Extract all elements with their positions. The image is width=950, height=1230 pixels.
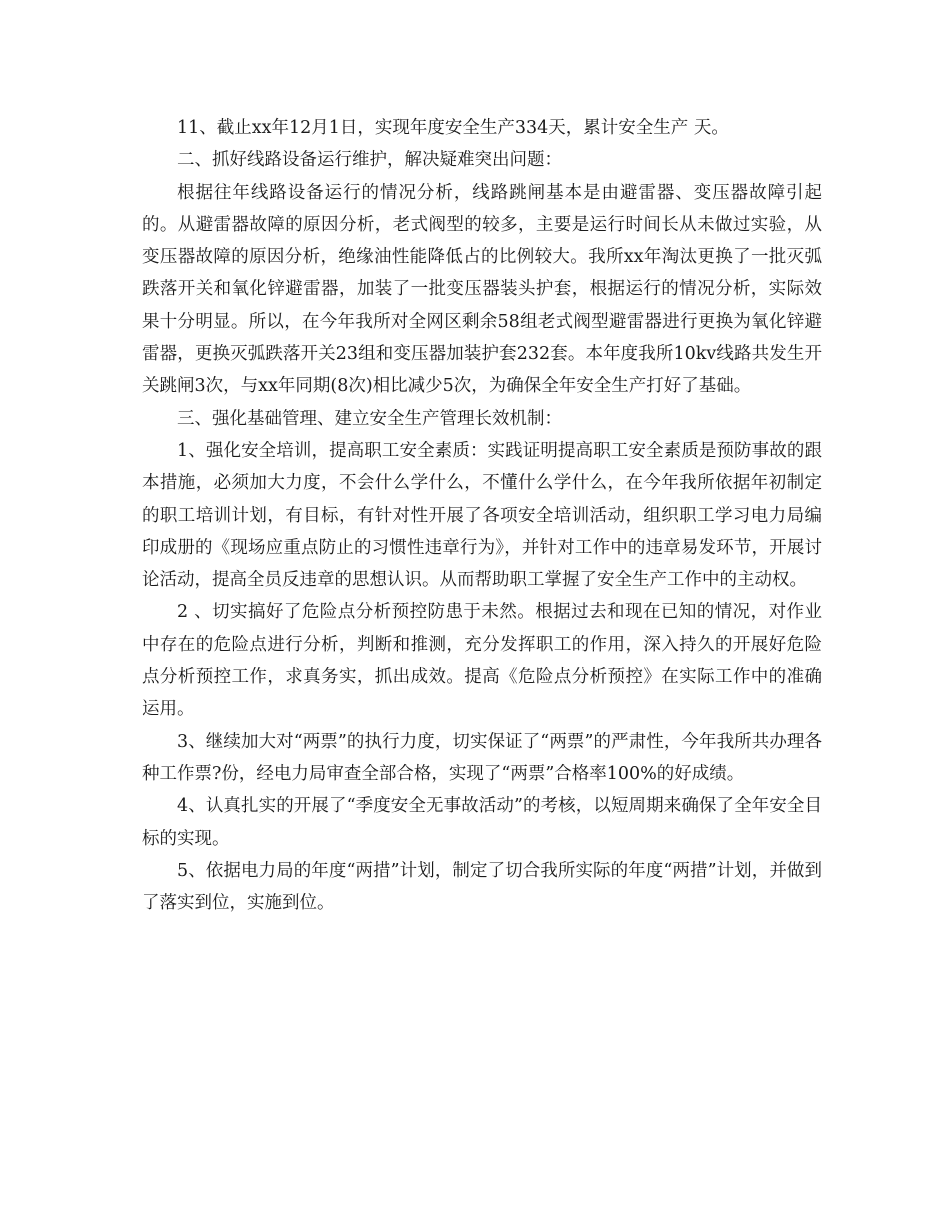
paragraph-line-equipment-analysis: 根据往年线路设备运行的情况分析，线路跳闸基本是由避雷器、变压器故障引起的。从避雷器故障的原因分析，老式阀型的较多，主要是运行时间长从未做过实验，从变压器故障的原因分析，绝缘油性能降低占的比例较大。我所xx年淘汰更换了一批灭弧跌落开关和氧化锌避雷器，加装了一批变压器装头护套，根据运行的情况分析，实际效果十分明显。所以，在今年我所对全网区剩余58组老式阀型避雷器进行更换为氧化锌避雷器，更换灭弧跌落开关23组和变压器加装护套232套。本年度我所10kv线路共发生开关跳闸3次，与xx年同期(8次)相比减少5次，为确保全年安全生产打好了基础。 [142,182,822,397]
section-heading-basic-management: 三、强化基础管理、建立安全生产管理长效机制： [177,408,562,429]
paragraph-safety-training: 1、强化安全培训，提高职工安全素质：实践证明提高职工安全素质是预防事故的跟本措施，必须加大力度，不会什么学什么，不懂什么学什么，在今年我所依据年初制定的职工培训计划，有目标，有针对性开展了各项安全培训活动，组织职工学习电力局编印成册的《现场应重点防止的习惯性违章行为》，并针对工作中的违章易发环节，开展讨论活动，提高全员反违章的思想认识。从而帮助职工掌握了安全生产工作中的主动权。 [142,440,822,591]
section-heading-line-maintenance: 二、抓好线路设备运行维护，解决疑难突出问题： [177,150,562,171]
paragraph-quarterly-assessment: 4、认真扎实的开展了“季度安全无事故活动”的考核，以短周期来确保了全年安全目标的实现。 [142,796,822,849]
paragraph-safety-days: 11、截止xx年12月1日，实现年度安全生产334天，累计安全生产 天。 [177,118,729,138]
paragraph-two-measures: 5、依据电力局的年度“两措”计划，制定了切合我所实际的年度“两措”计划，并做到了落实到位，实施到位。 [142,860,822,914]
paragraph-risk-analysis: 2 、切实搞好了危险点分析预控防患于未然。根据过去和现在已知的情况，对作业中存在的危险点进行分析，判断和推测，充分发挥职工的作用，深入持久的开展好危险点分析预控工作，求真务实，抓出成效。提高《危险点分析预控》在实际工作中的准确运用。 [142,602,822,720]
document-body [142,112,822,919]
paragraph-two-tickets: 3、继续加大对“两票”的执行力度，切实保证了“两票”的严肃性，今年我所共办理各种工作票?份，经电力局审查全部合格，实现了“两票”合格率100%的好成绩。 [142,731,822,784]
